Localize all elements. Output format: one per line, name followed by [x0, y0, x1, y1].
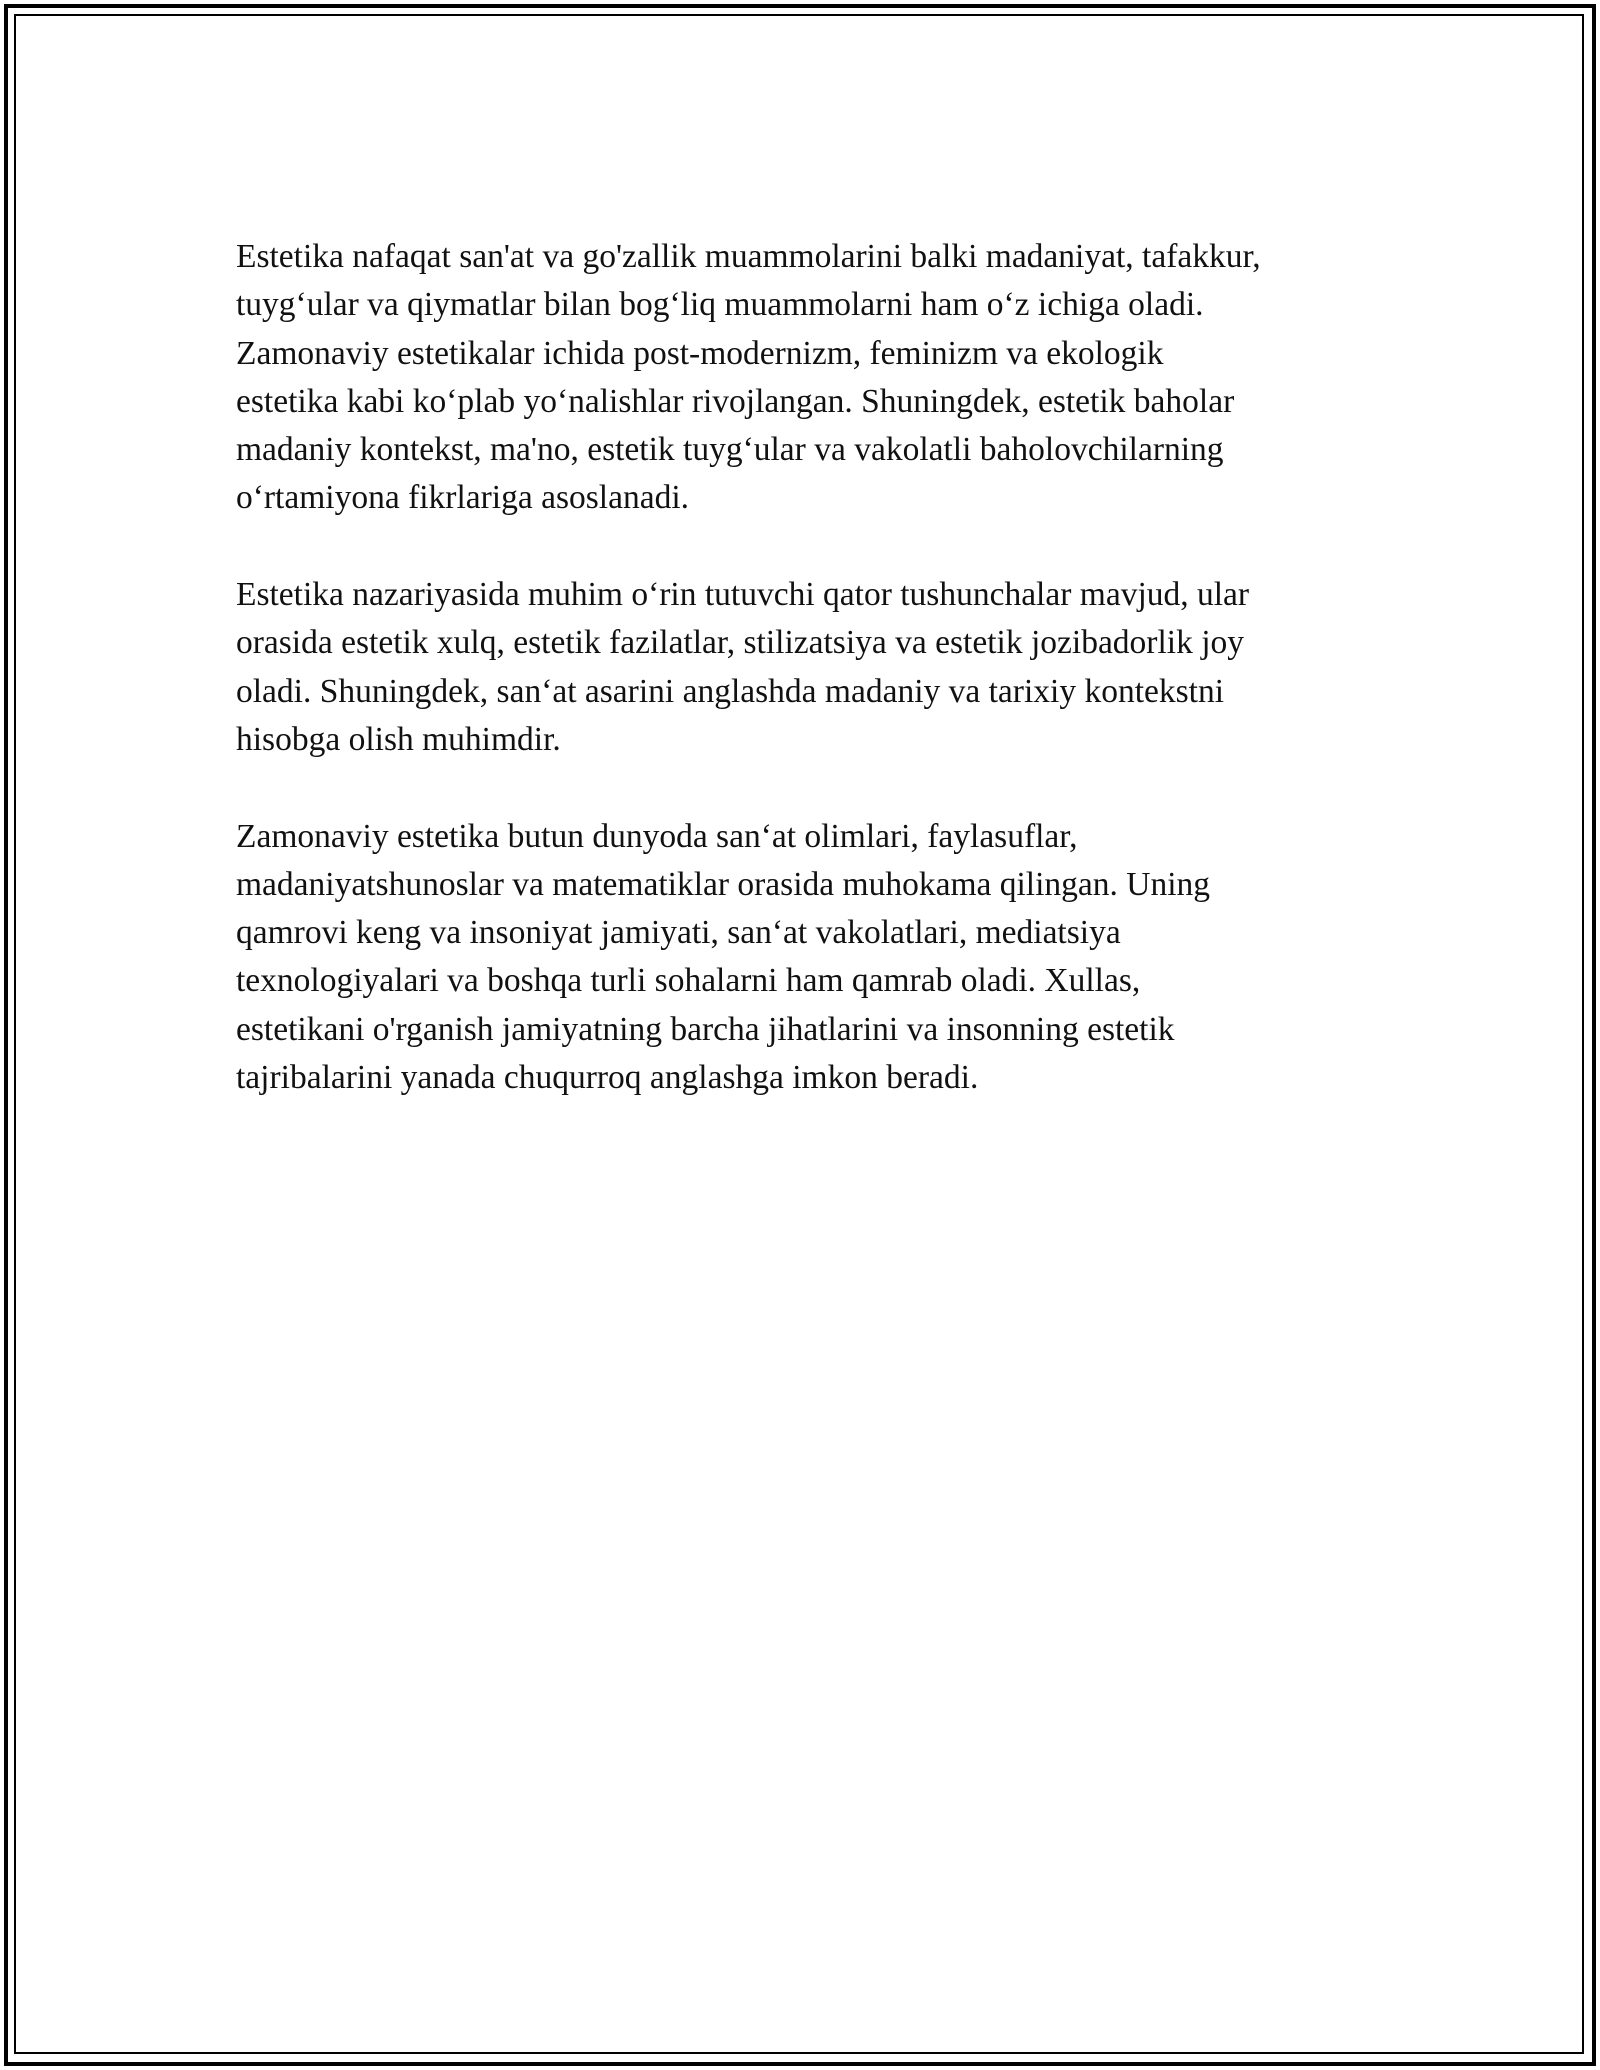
- paragraph-1: Estetika nafaqat san'at va go'zallik muammolarini balki madaniyat, tafakkur, tuyg‘ular va qiymatlar bilan bog‘liq muammolarni ham o‘z ichiga oladi. Zamonaviy estetikalar ichida post-modernizm, feminizm va ekologik estetika kabi ko‘plab yo‘nalishlar rivojlangan. Shuningdek, estetik baholar madaniy kontekst, ma'no, estetik tuyg‘ular va vakolatli baholovchilarning o‘rtamiyona fikrlariga asoslanadi.: [236, 238, 1261, 517]
- paragraph-3: Zamonaviy estetika butun dunyoda san‘at olimlari, faylasuflar, madaniyatshunoslar va matematiklar orasida muhokama qilingan. Uning qamrovi keng va insoniyat jamiyati, san‘at vakolatlari, mediatsiya texnologiyalari va boshqa turli sohalarni ham qamrab oladi. Xullas, estetikani o'rganish jamiyatning barcha jihatlarini va insonning estetik tajribalarini yanada chuqurroq anglashga imkon beradi.: [236, 817, 1211, 1097]
- document-body: [236, 233, 1416, 1151]
- paragraph-2: Estetika nazariyasida muhim o‘rin tutuvchi qator tushunchalar mavjud, ular orasida estetik xulq, estetik fazilatlar, stilizatsiya va estetik jozibadorlik joy oladi. Shuningdek, san‘at asarini anglashda madaniy va tarixiy kontekstni hisobga olish muhimdir.: [236, 576, 1250, 758]
